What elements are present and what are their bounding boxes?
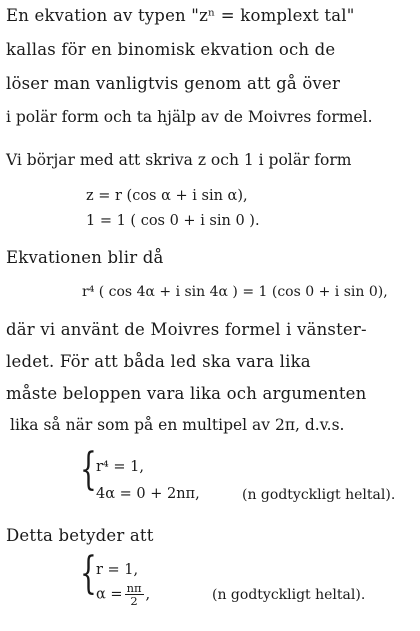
text-line: kallas för en binomisk ekvation och de xyxy=(6,40,336,59)
text-line: måste beloppen vara lika och argumenten xyxy=(6,384,367,403)
text-line: Ekvationen blir då xyxy=(6,248,164,267)
fraction xyxy=(125,582,144,607)
system-row xyxy=(96,582,150,607)
system-row: 4α = 0 + 2nπ, xyxy=(96,486,200,502)
fraction-numerator: nπ xyxy=(126,581,142,595)
system-row: r = 1, xyxy=(96,562,139,578)
text-line: Detta betyder att xyxy=(6,526,154,545)
system-note: (n godtyckligt heltal). xyxy=(242,487,396,503)
text-line: En ekvation av typen "zⁿ = komplext tal" xyxy=(6,6,355,25)
system-row: r⁴ = 1, xyxy=(96,459,144,475)
text-line: där vi använt de Moivres formel i vänster- xyxy=(6,320,367,339)
equation-demoivre: r⁴ ( cos 4α + i sin 4α ) = 1 (cos 0 + i sin 0), xyxy=(82,284,388,300)
text-line: lika så när som på en multipel av 2π, d.v.s. xyxy=(10,416,345,434)
text-line: i polär form och ta hjälp av de Moivres formel. xyxy=(6,108,373,126)
system-note: (n godtyckligt heltal). xyxy=(212,587,366,603)
equation-z-polar: z = r (cos α + i sin α), xyxy=(86,188,248,204)
alpha-lhs: α = xyxy=(96,586,123,603)
left-brace: { xyxy=(80,548,97,599)
comma: , xyxy=(145,586,151,603)
text-line: ledet. För att båda led ska vara lika xyxy=(6,352,311,371)
text-line: Vi börjar med att skriva z och 1 i polär form xyxy=(6,151,352,169)
fraction-denominator: 2 xyxy=(130,594,138,609)
left-brace: { xyxy=(80,444,97,495)
equation-one-polar: 1 = 1 ( cos 0 + i sin 0 ). xyxy=(86,213,260,229)
text-line: löser man vanligtvis genom att gå över xyxy=(6,74,341,93)
